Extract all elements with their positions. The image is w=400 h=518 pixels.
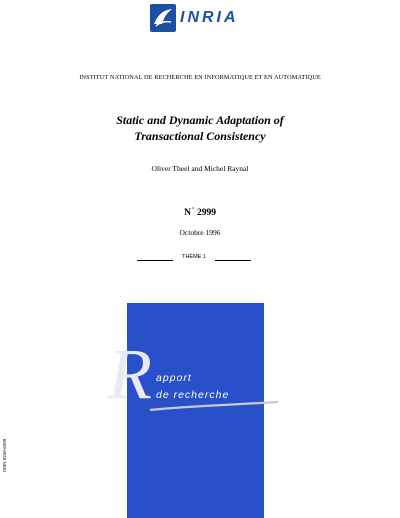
theme-label: THÈME 1 [182, 254, 206, 260]
title-line-2: Transactional Consistency [134, 129, 266, 143]
logo-text: INRIA [180, 9, 239, 26]
authors: Oliver Theel and Michel Raynal [151, 164, 249, 173]
bird-logo-icon [150, 4, 176, 32]
report-date: Octobre 1996 [179, 228, 221, 237]
number-degree: ° [191, 208, 194, 213]
cover-big-letter: R [108, 334, 152, 414]
cover-line-2: de recherche [156, 389, 230, 401]
number-label: N [184, 208, 191, 219]
title-line-1: Static and Dynamic Adaptation of [116, 113, 284, 127]
inria-logo [150, 4, 260, 34]
issn-number: ISSN 0249-6399 [2, 438, 7, 472]
report-title [50, 112, 350, 144]
swoosh-underline [148, 400, 280, 412]
number-value: 2999 [196, 208, 216, 219]
theme-rule-right [215, 260, 251, 261]
cover-line-1: apport [156, 372, 192, 384]
theme-rule-left [137, 260, 173, 261]
theme-row [135, 254, 265, 264]
institute-name: INSTITUT NATIONAL DE RECHERCHE EN INFORMATIQUE ET EN AUTOMATIQUE [79, 74, 321, 81]
report-number [0, 208, 400, 218]
